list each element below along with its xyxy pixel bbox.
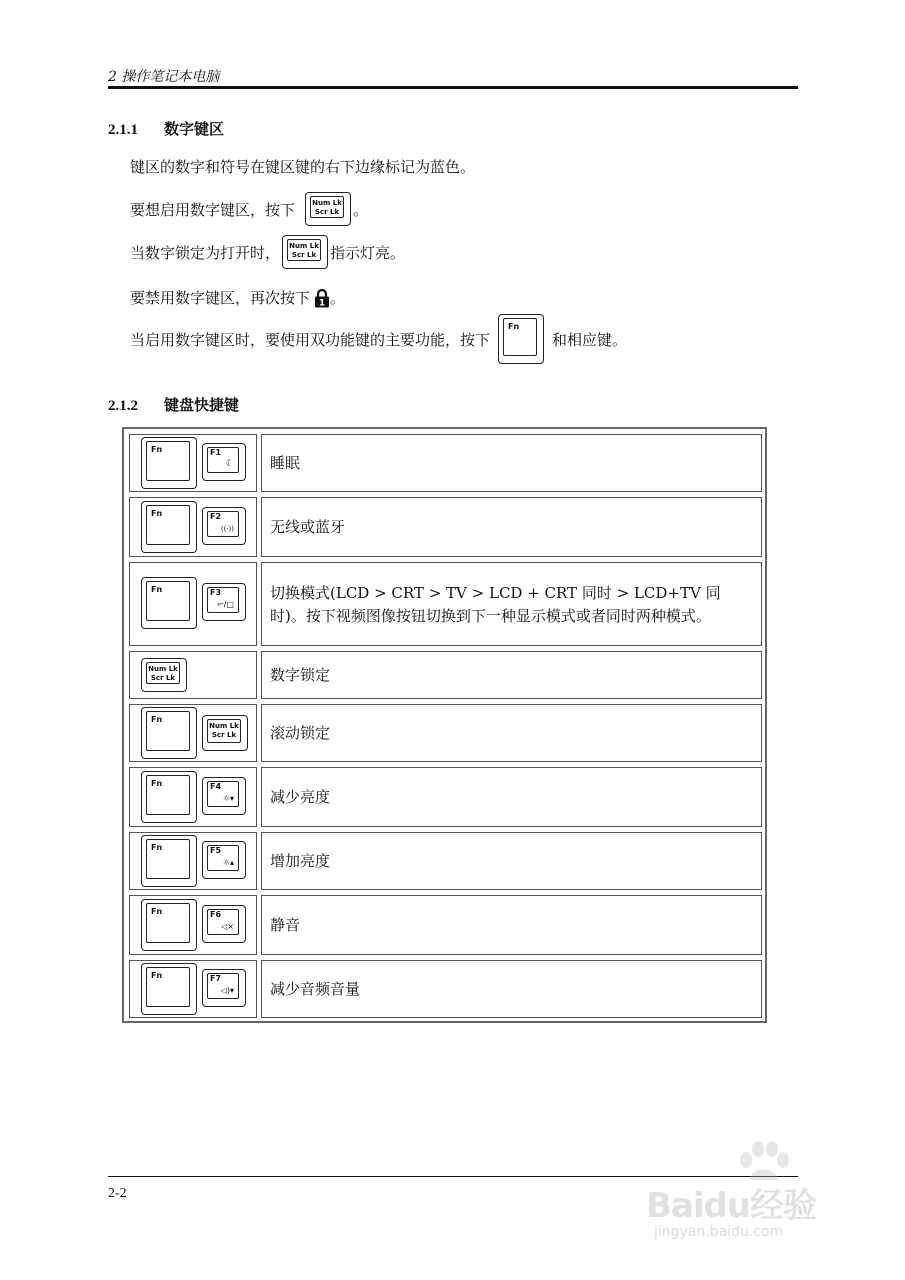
- shortcut-description: 无线或蓝牙: [261, 497, 762, 557]
- fn-key-icon: [141, 707, 197, 759]
- f2-key-icon: [202, 507, 246, 545]
- f7-key-icon: [202, 969, 246, 1007]
- fn-key-icon: [141, 963, 197, 1015]
- paragraph-text: 指示灯亮。: [330, 243, 406, 262]
- key-combo-cell: [129, 434, 257, 492]
- page-number: 2-2: [108, 1186, 127, 1201]
- shortcut-description: 睡眠: [261, 434, 762, 492]
- table-row: [129, 960, 762, 1018]
- paragraph-text: 当启用数字键区时，要使用双功能键的主要功能，按下: [130, 330, 491, 349]
- lock-digit: 1: [318, 298, 326, 308]
- paragraph-text: 键区的数字和符号在键区键的右下边缘标记为蓝色。: [130, 158, 476, 176]
- key-combo-cell: [129, 960, 257, 1018]
- key-combo-cell: [129, 497, 257, 557]
- fn-key-icon: [141, 577, 197, 629]
- wireless-icon: ((·)): [220, 525, 234, 533]
- f3-key-icon: [202, 583, 246, 621]
- volume-down-icon: ◁)▾: [220, 986, 234, 995]
- key-label: Fn: [151, 585, 163, 594]
- baidu-watermark: [640, 1140, 860, 1250]
- fn-key-icon: [141, 771, 197, 823]
- table-row: [129, 562, 762, 646]
- numlock-indicator-lock-icon: [314, 288, 330, 308]
- key-label: Scr Lk: [291, 251, 317, 259]
- key-label: Scr Lk: [314, 208, 340, 216]
- fn-key-icon: [498, 314, 544, 364]
- paragraph-text: 和相应键。: [552, 330, 628, 349]
- table-row: [129, 434, 762, 492]
- key-label: Scr Lk: [211, 731, 237, 739]
- table-row: [129, 895, 762, 955]
- key-label: F3: [210, 588, 222, 597]
- paragraph-text: 要禁用数字键区，再次按下: [130, 289, 311, 307]
- fn-key-icon: [141, 899, 197, 951]
- fn-key-icon: [141, 501, 197, 553]
- numlock-key-icon: [282, 235, 328, 269]
- paragraph-text: 。: [353, 200, 369, 219]
- key-label: Num Lk: [312, 199, 342, 207]
- mute-icon: ◁×: [221, 922, 234, 931]
- key-label: F6: [210, 910, 222, 919]
- shortcut-description: 增加亮度: [261, 832, 762, 890]
- key-combo-cell: [129, 704, 257, 762]
- header-rule: [108, 86, 798, 89]
- section-number: 2.1.2: [108, 398, 138, 414]
- key-label: F1: [210, 448, 222, 457]
- brightness-down-icon: ☼▾: [222, 794, 234, 803]
- key-label: Fn: [151, 907, 163, 916]
- fn-key-icon: [141, 437, 197, 489]
- section-heading-shortcuts: [108, 394, 239, 415]
- paragraph-line: [130, 156, 475, 177]
- key-label: F2: [210, 512, 222, 521]
- paragraph-line: [130, 287, 345, 308]
- key-combo-cell: [129, 832, 257, 890]
- key-label: Fn: [151, 843, 163, 852]
- paragraph-text: 。: [330, 289, 346, 307]
- numlock-key-icon: [202, 715, 248, 751]
- key-label: Fn: [151, 779, 163, 788]
- paragraph-line: [130, 235, 405, 269]
- section-title: 数字键区: [164, 120, 225, 138]
- numlock-key-icon: [141, 658, 187, 692]
- key-label: F4: [210, 782, 222, 791]
- shortcut-description: 切换模式(LCD > CRT > TV > LCD + CRT 同时 > LCD+TV 同时)。按下视频图像按钮切换到下一种显示模式或者同时两种模式。: [261, 562, 762, 646]
- table-row: [129, 832, 762, 890]
- section-title: 键盘快捷键: [164, 396, 240, 414]
- key-combo-cell: [129, 767, 257, 827]
- key-label: F7: [210, 974, 222, 983]
- table-row: [129, 767, 762, 827]
- key-label: Num Lk: [289, 242, 319, 250]
- f6-key-icon: [202, 905, 246, 943]
- shortcut-description: 数字锁定: [261, 651, 762, 699]
- f5-key-icon: [202, 841, 246, 879]
- moon-icon: ☾: [225, 459, 234, 469]
- key-label: Fn: [151, 715, 163, 724]
- section-number: 2.1.1: [108, 122, 138, 138]
- brightness-up-icon: ☼▴: [222, 858, 234, 867]
- key-combo-cell: [129, 562, 257, 646]
- table-row: [129, 497, 762, 557]
- paragraph-line: [130, 192, 368, 226]
- paragraph-text: 要想启用数字键区，按下: [130, 200, 296, 219]
- f1-key-icon: [202, 443, 246, 481]
- key-label: Num Lk: [209, 722, 239, 730]
- key-label: Fn: [151, 971, 163, 980]
- watermark-url: jingyan.baidu.com: [654, 1224, 784, 1240]
- f4-key-icon: [202, 777, 246, 815]
- shortcut-description: 减少亮度: [261, 767, 762, 827]
- key-label: Fn: [508, 322, 520, 331]
- shortcut-table: [122, 427, 767, 1023]
- running-header: 2 操作笔记本电脑: [108, 69, 220, 85]
- key-label: Num Lk: [148, 665, 178, 673]
- key-label: Fn: [151, 445, 163, 454]
- numlock-key-icon: [305, 192, 351, 226]
- key-combo-cell: [129, 895, 257, 955]
- shortcut-description: 减少音频音量: [261, 960, 762, 1018]
- watermark-brand: Baidu经验: [646, 1186, 817, 1226]
- paragraph-text: 当数字锁定为打开时，: [130, 243, 281, 262]
- display-switch-icon: ⌐/□: [217, 600, 234, 609]
- table-row: [129, 704, 762, 762]
- shortcut-description: 静音: [261, 895, 762, 955]
- section-heading-numpad: [108, 118, 224, 139]
- key-label: F5: [210, 846, 222, 855]
- key-label: Scr Lk: [150, 674, 176, 682]
- paragraph-line: [130, 314, 627, 364]
- table-row: [129, 651, 762, 699]
- key-combo-cell: [129, 651, 257, 699]
- shortcut-description: 滚动锁定: [261, 704, 762, 762]
- fn-key-icon: [141, 835, 197, 887]
- key-label: Fn: [151, 509, 163, 518]
